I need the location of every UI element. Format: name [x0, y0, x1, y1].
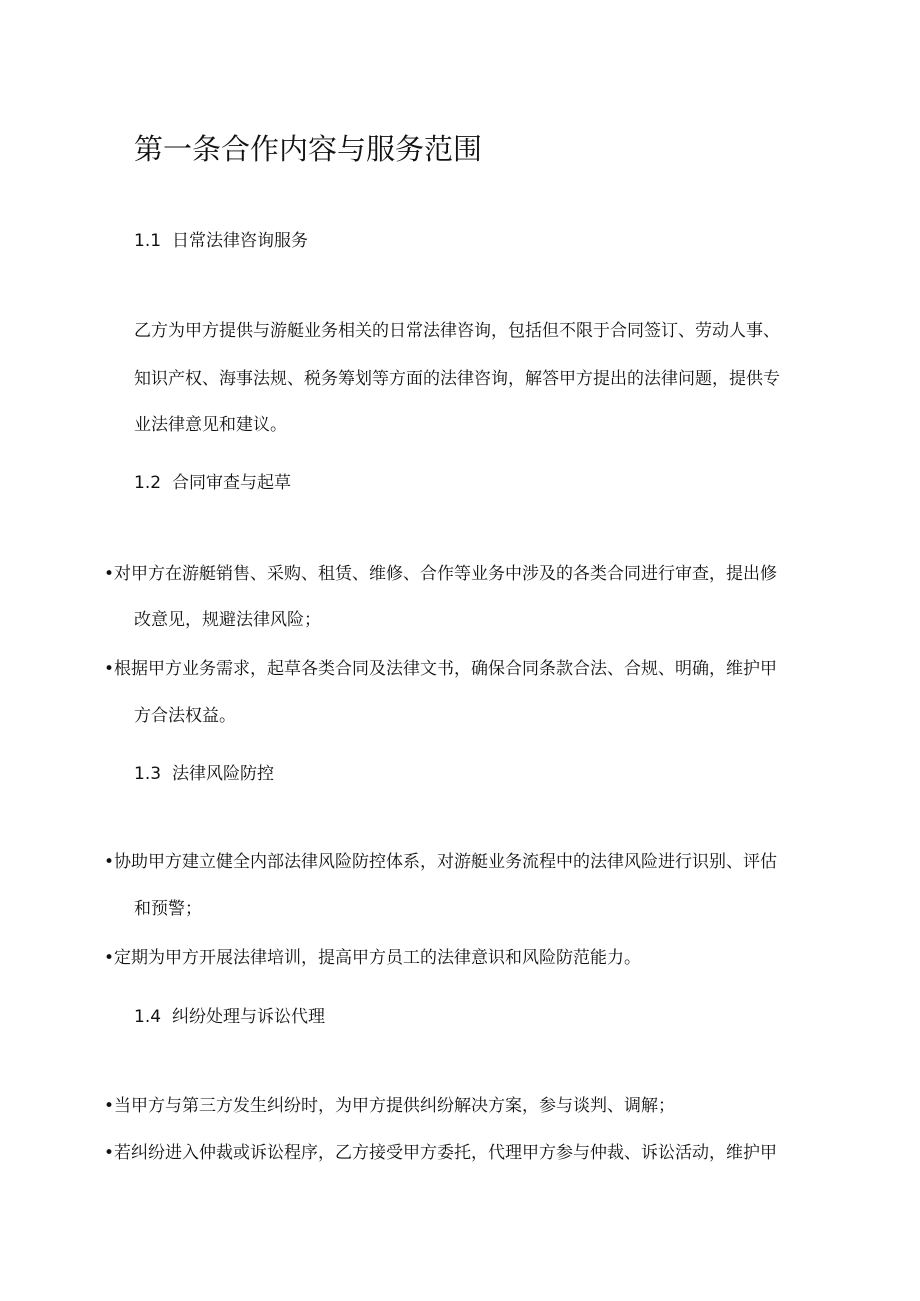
bullet-item-continuation: 方合法权益。	[134, 706, 236, 726]
section-heading-1-2	[134, 470, 291, 496]
section-title: 日常法律咨询服务	[172, 231, 308, 251]
page-title: 第一条合作内容与服务范围	[134, 132, 483, 166]
bullet-item: •当甲方与第三方发生纠纷时，为甲方提供纠纷解决方案，参与谈判、调解；	[104, 1096, 676, 1116]
section-number: 1.1	[134, 231, 162, 251]
section-number: 1.4	[134, 1007, 162, 1027]
section-heading-1-3	[134, 761, 274, 787]
bullet-item-continuation: 和预警；	[134, 899, 202, 919]
section-title: 合同审查与起草	[172, 473, 291, 493]
paragraph-line: 知识产权、海事法规、税务筹划等方面的法律咨询，解答甲方提出的法律问题，提供专	[134, 369, 780, 389]
section-title: 纠纷处理与诉讼代理	[172, 1007, 325, 1027]
section-heading-1-1	[134, 228, 308, 254]
bullet-item: •若纠纷进入仲裁或诉讼程序，乙方接受甲方委托，代理甲方参与仲裁、诉讼活动，维护甲	[104, 1143, 778, 1163]
bullet-item: •对甲方在游艇销售、采购、租赁、维修、合作等业务中涉及的各类合同进行审查，提出修	[104, 564, 778, 584]
section-heading-1-4	[134, 1004, 325, 1030]
bullet-item: •定期为甲方开展法律培训，提高甲方员工的法律意识和风险防范能力。	[104, 948, 642, 968]
paragraph-line: 业法律意见和建议。	[134, 415, 287, 435]
section-number: 1.2	[134, 473, 162, 493]
bullet-item-continuation: 改意见，规避法律风险；	[134, 610, 321, 630]
section-title: 法律风险防控	[172, 764, 274, 784]
section-number: 1.3	[134, 764, 162, 784]
paragraph-line: 乙方为甲方提供与游艇业务相关的日常法律咨询，包括但不限于合同签订、劳动人事、	[134, 321, 780, 341]
bullet-item: •根据甲方业务需求，起草各类合同及法律文书，确保合同条款合法、合规、明确，维护甲	[104, 659, 778, 679]
bullet-item: •协助甲方建立健全内部法律风险防控体系，对游艇业务流程中的法律风险进行识别、评估	[104, 852, 778, 872]
